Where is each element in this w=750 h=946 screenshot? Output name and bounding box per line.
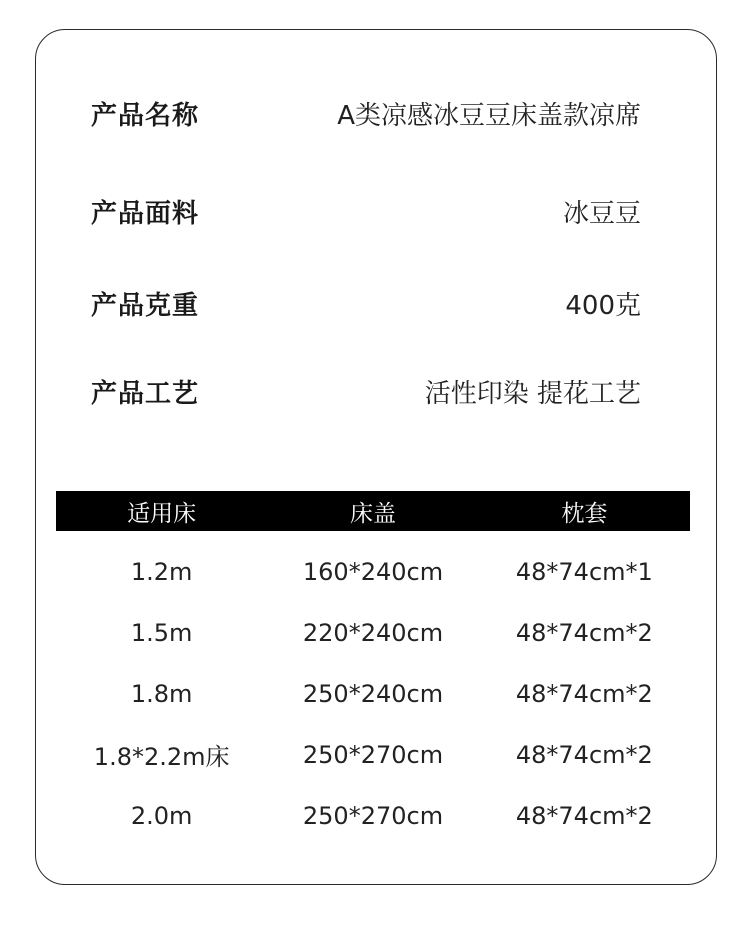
- cell-bed: 1.2m: [130, 557, 193, 586]
- cell-bedspread: 250*270cm: [302, 801, 444, 830]
- table-row: [56, 663, 690, 724]
- spec-row-name: [91, 93, 641, 133]
- cell-bed: 2.0m: [130, 801, 193, 830]
- table-row: [56, 541, 690, 602]
- spec-row-craft: [91, 371, 641, 411]
- size-table: [56, 491, 690, 846]
- cell-bedspread: 220*240cm: [302, 618, 444, 647]
- cell-bedspread: 250*240cm: [302, 679, 444, 708]
- cell-pillowcase: 48*74cm*2: [515, 801, 653, 830]
- table-body: [56, 531, 690, 846]
- spec-value: 400克: [565, 290, 641, 321]
- table-row: [56, 785, 690, 846]
- cell-bed: 1.8*2.2m床: [93, 743, 230, 771]
- spec-label: 产品克重: [91, 290, 200, 321]
- table-row: [56, 602, 690, 663]
- cell-pillowcase: 48*74cm*2: [515, 618, 653, 647]
- cell-bed: 1.5m: [130, 618, 193, 647]
- cell-bed: 1.8m: [130, 679, 193, 708]
- spec-row-fabric: [91, 191, 641, 231]
- cell-bedspread: 250*270cm: [302, 740, 444, 769]
- cell-pillowcase: 48*74cm*2: [515, 740, 653, 769]
- cell-bedspread: 160*240cm: [302, 557, 444, 586]
- cell-pillowcase: 48*74cm*1: [515, 557, 653, 586]
- spec-label: 产品工艺: [91, 378, 200, 409]
- header-bed: 适用床: [127, 500, 197, 527]
- header-bedspread: 床盖: [349, 500, 396, 527]
- spec-value: 冰豆豆: [562, 198, 641, 229]
- table-header: [56, 491, 690, 531]
- cell-pillowcase: 48*74cm*2: [515, 679, 653, 708]
- spec-row-weight: [91, 283, 641, 323]
- spec-value: A类凉感冰豆豆床盖款凉席: [337, 100, 641, 131]
- header-pillowcase: 枕套: [561, 500, 608, 527]
- table-row: [56, 724, 690, 785]
- spec-label: 产品名称: [91, 100, 200, 131]
- spec-card: [35, 29, 717, 885]
- spec-label: 产品面料: [91, 198, 200, 229]
- spec-value: 活性印染 提花工艺: [424, 378, 641, 409]
